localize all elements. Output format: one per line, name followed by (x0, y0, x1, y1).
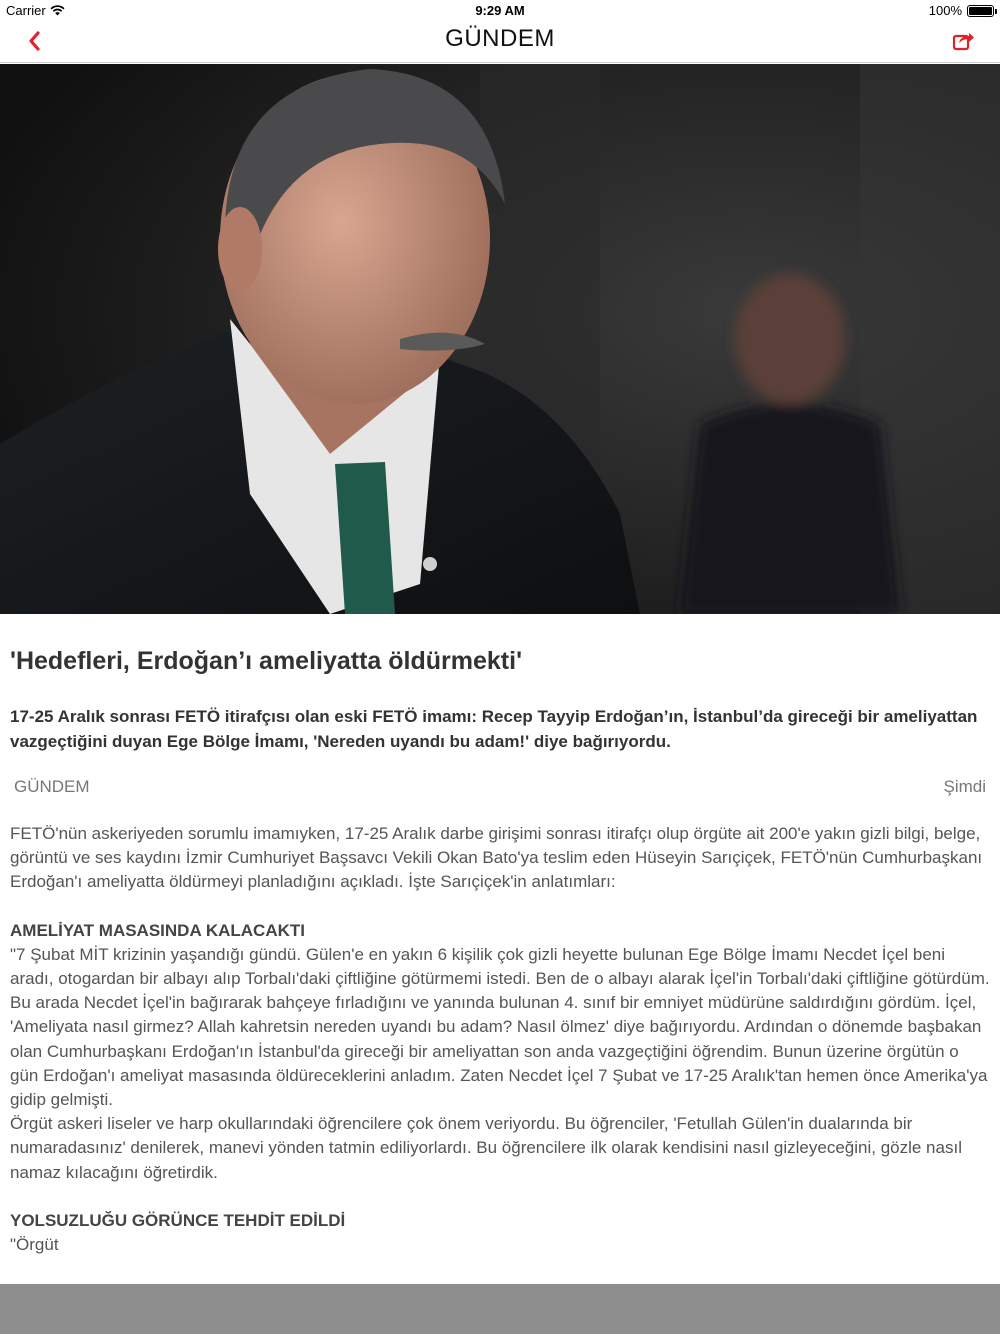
page-title: GÜNDEM (445, 25, 555, 52)
article-category[interactable]: GÜNDEM (14, 777, 90, 796)
article-summary: 17-25 Aralık sonrası FETÖ itirafçısı olan eski FETÖ imamı: Recep Tayyip Erdoğan’ın, İstanbul’da gireceği bir ameliyattan vazgeçtiğini duyan Ege Bölge İmamı, 'Nereden uyandı bu adam!' diye bağırıyordu. (10, 707, 978, 751)
status-bar (0, 0, 1000, 22)
carrier-label: Carrier (6, 3, 46, 18)
share-button[interactable] (950, 28, 976, 54)
section-heading: YOLSUZLUĞU GÖRÜNCE TEHDİT EDİLDİ (10, 1210, 346, 1230)
bottom-toolbar (0, 1284, 1000, 1334)
hero-photo (0, 64, 1000, 614)
article-intro: FETÖ'nün askeriyeden sorumlu imamıyken, 17-25 Aralık darbe girişimi sonrası itirafçı olup örgüte ait 200'e yakın gizli bilgi, belge, görüntü ve ses kaydını İzmir Cumhuriyet Başsavcı Vekili Okan Bato'ya teslim eden Hüseyin Sarıçiçek, FETÖ'nün Cumhurbaşkanı Erdoğan'ı ameliyatta öldürmeyi planladığını açıkladı. İşte Sarıçiçek'in anlatımları: (10, 824, 983, 892)
navigation-bar (0, 22, 1000, 63)
article-hero-image (0, 64, 1000, 614)
section-heading: AMELİYAT MASASINDA KALACAKTI (10, 920, 305, 940)
battery-icon (967, 5, 994, 17)
article-paragraph: "7 Şubat MİT krizinin yaşandığı gündü. Gülen'e en yakın 6 kişilik çok gizli heyette bulunan Ege Bölge İmamı Necdet İçel beni aradı, otogardan bir albayı alıp Torbalı'daki çiftliğine götürmemi istedi. Ben de o albayı alarak İçel'in Torbalı'daki çiftliğine götürdüm. Bu arada Necdet İçel'in bağırarak bahçeye fırladığını ve yanında bulunan 4. sınıf bir emniyet müdürüne saldırdığını gördüm. İçel, 'Ameliyata nasıl girmez? Allah kahretsin nereden uyandı bu adam? Nasıl ölmez' diye bağırıyordu. Ardından o dönemde başbakan olan Cumhurbaşkanı Erdoğan'ın İstanbul'da gireceği bir ameliyattan son anda vazgeçtiğini öğrendim. Bunun üzerine örgütün o gün Erdoğan'ı ameliyat masasında öldüreceklerini anladım. Zaten Necdet İçel 7 Şubat ve 17-25 Aralık'tan hemen önce Amerika'ya gidip gelmişti. (10, 944, 990, 1110)
clock: 9:29 AM (475, 3, 525, 18)
battery-percent: 100% (928, 3, 962, 18)
article-paragraph: Örgüt askeri liseler ve harp okullarındaki öğrencilere çok önem veriyordu. Bu öğrenciler, 'Fetullah Gülen'in dualarında bir numaradasınız' denilerek, manevi yönden tatmin ediliyorlardı. Bu öğrencilere ilk olarak kendisini nasıl gizleyeceğini, gözle nasıl namaz kılacağını öğretirdik. (10, 1114, 962, 1182)
article-headline: 'Hedefleri, Erdoğan’ı ameliyatta öldürmekti' (10, 647, 523, 675)
article-paragraph: "Örgüt (10, 1235, 59, 1255)
share-icon (950, 28, 976, 54)
article-body (10, 822, 990, 1257)
article-time: Şimdi (943, 777, 986, 796)
battery-indicator (929, 3, 994, 18)
